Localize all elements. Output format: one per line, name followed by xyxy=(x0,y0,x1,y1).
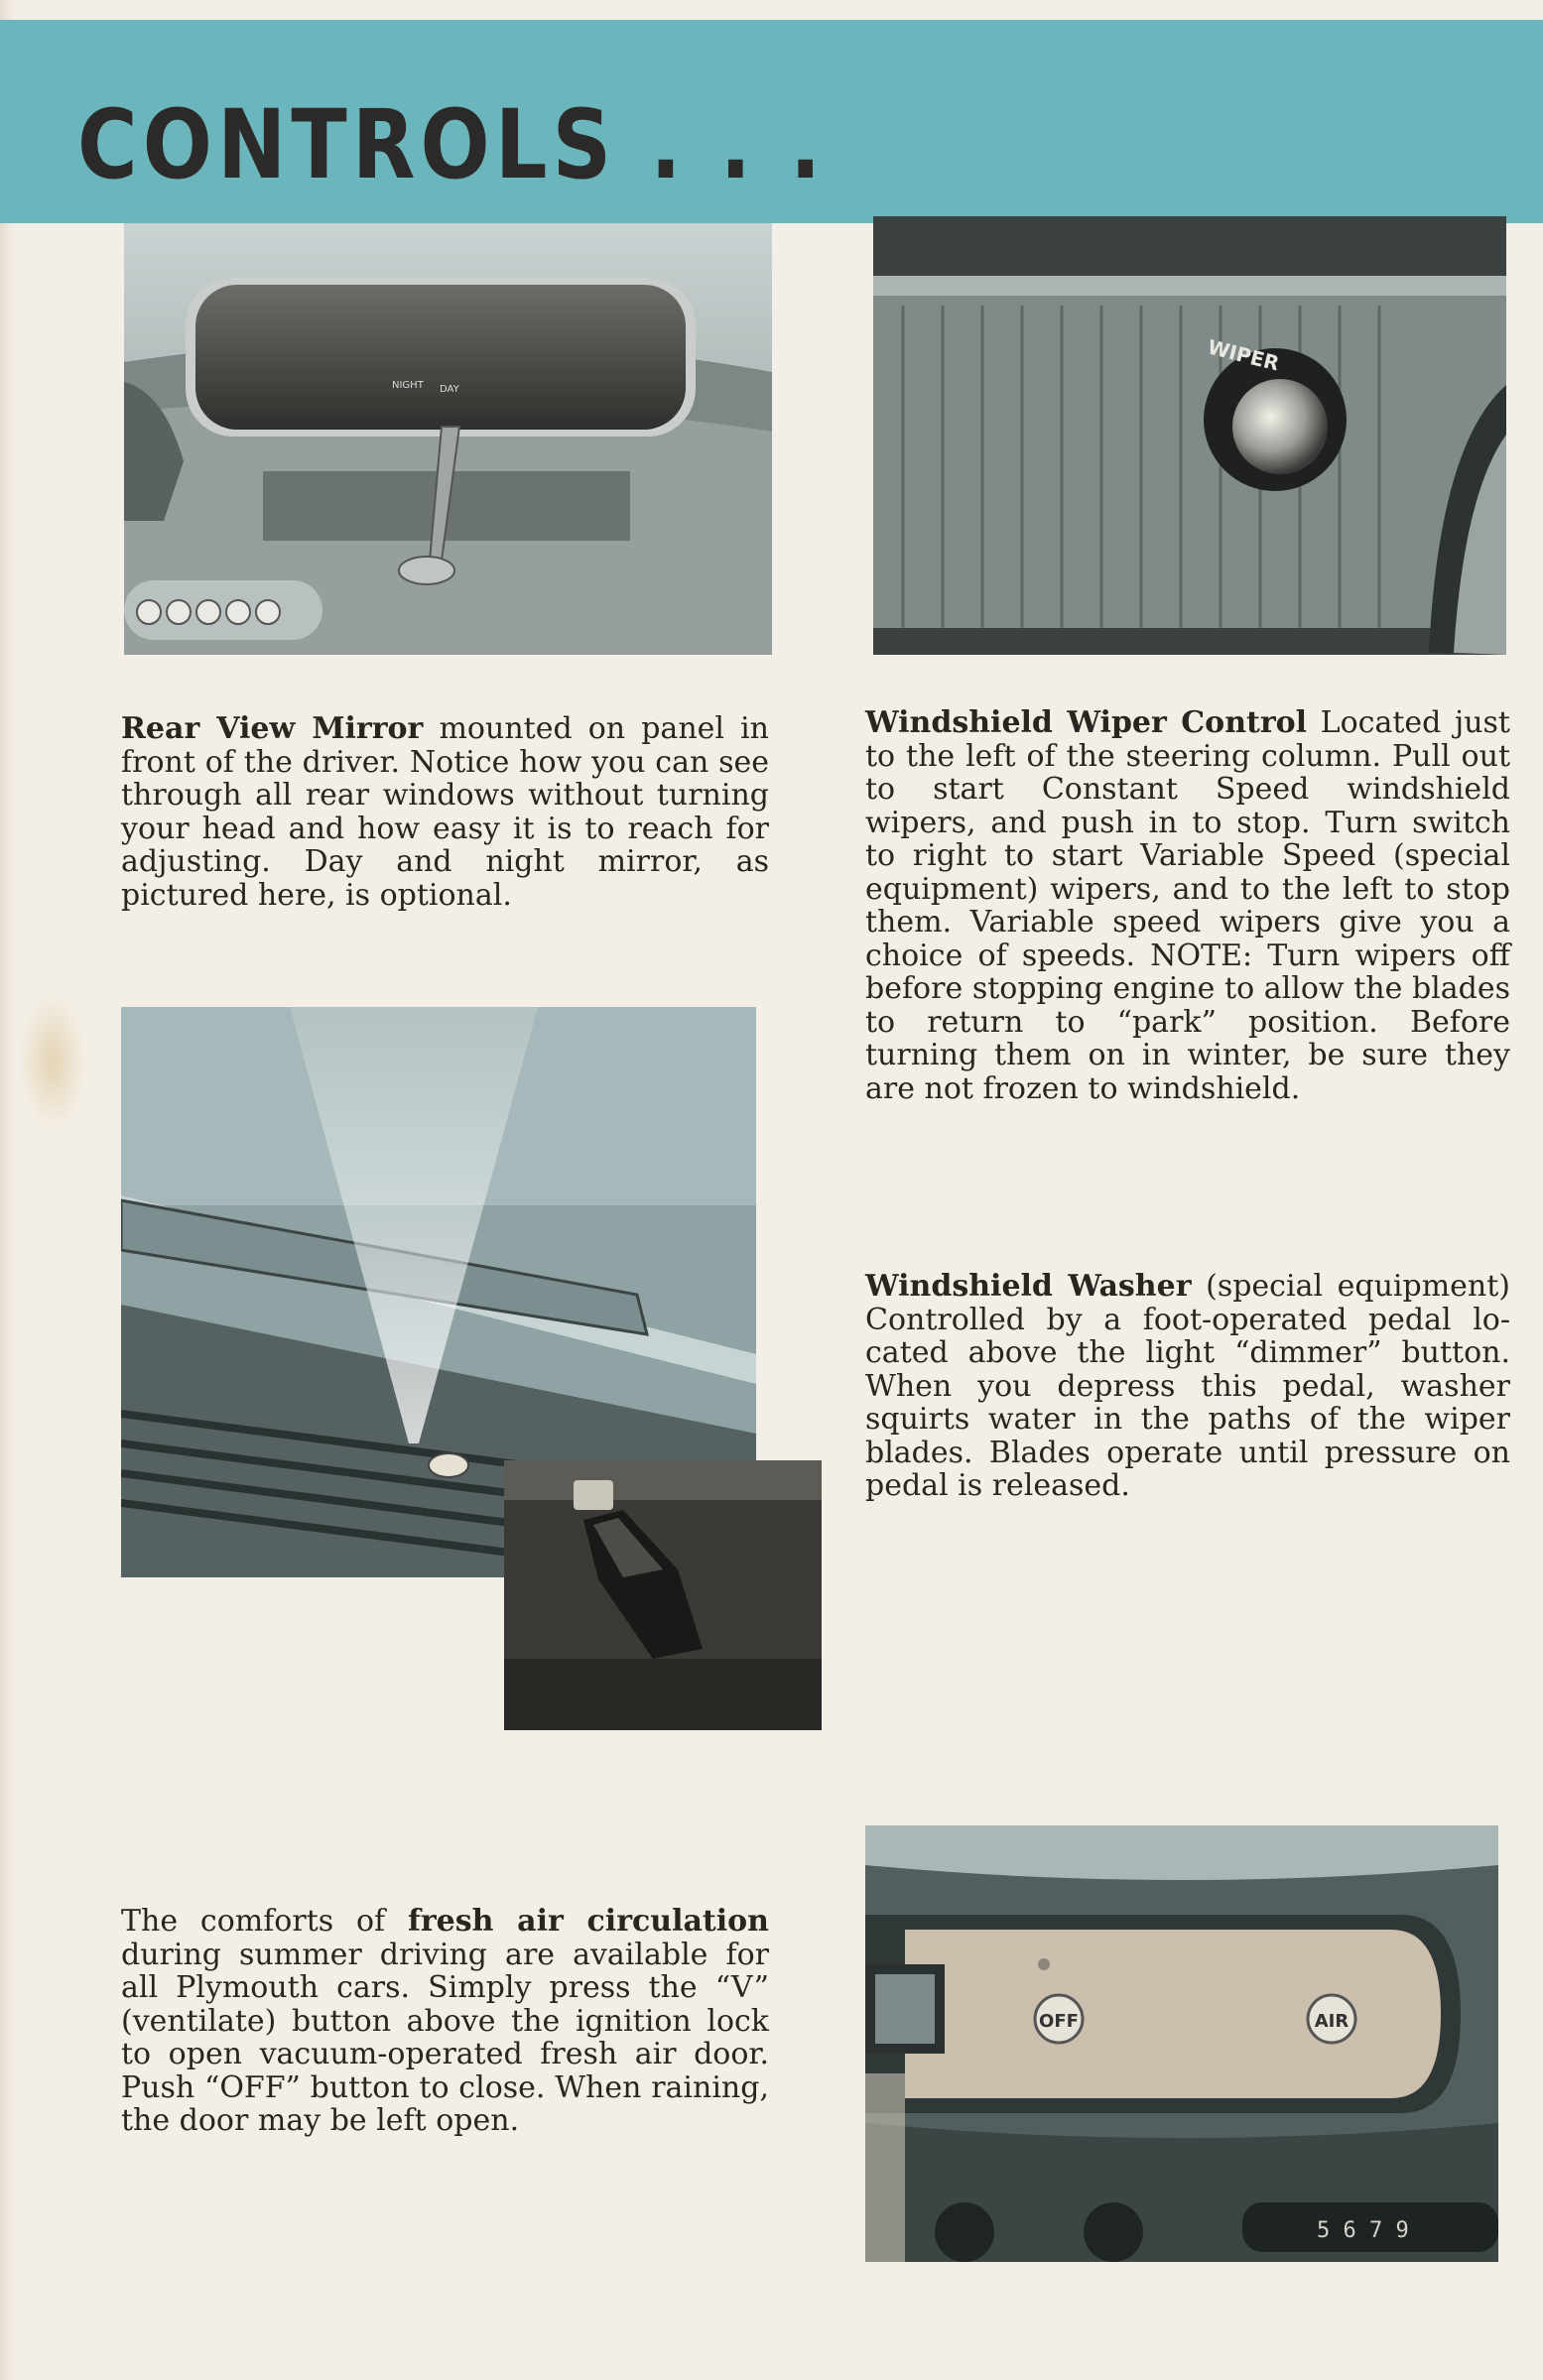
page-title: CONTROLS . . . xyxy=(77,89,827,200)
rear-view-mirror-heading: Rear View Mirror xyxy=(121,711,424,746)
mirror-night-label: NIGHT xyxy=(392,380,424,391)
fresh-air-intro: The comforts of xyxy=(121,1904,386,1939)
windshield-washer-description xyxy=(865,1270,1510,1503)
windshield-washer-body: (special equipment) Controlled by a foot-operated pedal located above the light “dimmer” button. When you depress this pedal, washer squirts water in the paths of the wiper blades. Blades operate until pressure on pedal is released. xyxy=(865,1269,1510,1503)
fresh-air-vent-photo xyxy=(865,1825,1498,2262)
wiper-control-description xyxy=(865,706,1510,1105)
page-edge xyxy=(0,0,14,2380)
wiper-knob-label: WIPER xyxy=(1205,334,1282,376)
header-band xyxy=(0,20,1543,223)
wiper-control-photo xyxy=(873,216,1506,655)
fresh-air-description xyxy=(121,1905,769,2138)
off-button-label: OFF xyxy=(1039,2011,1079,2032)
rear-view-mirror-body: mounted on panel in front of the driver. Notice how you can see through all rear windows without turning your head and how easy it is to reach for adjusting. Day and night mirror, as pictured here, is optional. xyxy=(121,711,769,913)
paper-stain xyxy=(18,992,87,1131)
mirror-day-label: DAY xyxy=(440,384,459,395)
air-button-label: AIR xyxy=(1314,2011,1350,2032)
gauge-digits: 5 6 7 9 xyxy=(1317,2218,1409,2243)
fresh-air-heading: fresh air circulation xyxy=(407,1904,769,1939)
fresh-air-body: during summer driving are available for all Plymouth cars. Simply press the “V” (ventilate) button above the ignition lock to open vacuum-operated fresh air door. Push “OFF” button to close. When raining, the door may be left open. xyxy=(121,1937,769,2138)
windshield-washer-heading: Windshield Washer xyxy=(865,1269,1192,1304)
washer-foot-pedal-photo xyxy=(504,1460,822,1730)
rear-view-mirror-description xyxy=(121,712,769,912)
wiper-control-heading: Windshield Wiper Control xyxy=(865,705,1308,740)
wiper-control-body: Located just to the left of the steering column. Pull out to start Constant Speed windshield wipers, and push in to stop. Turn switch to right to start Variable Speed (special equipment) wipers, and to the left to stop them. Variable speed wipers give you a choice of speeds. NOTE: Turn wipers off before stopping engine to allow the blades to return to “park” position. Before turning them on in winter, be sure they are not frozen to windshield. xyxy=(865,705,1510,1106)
rear-view-mirror-photo xyxy=(124,223,772,655)
